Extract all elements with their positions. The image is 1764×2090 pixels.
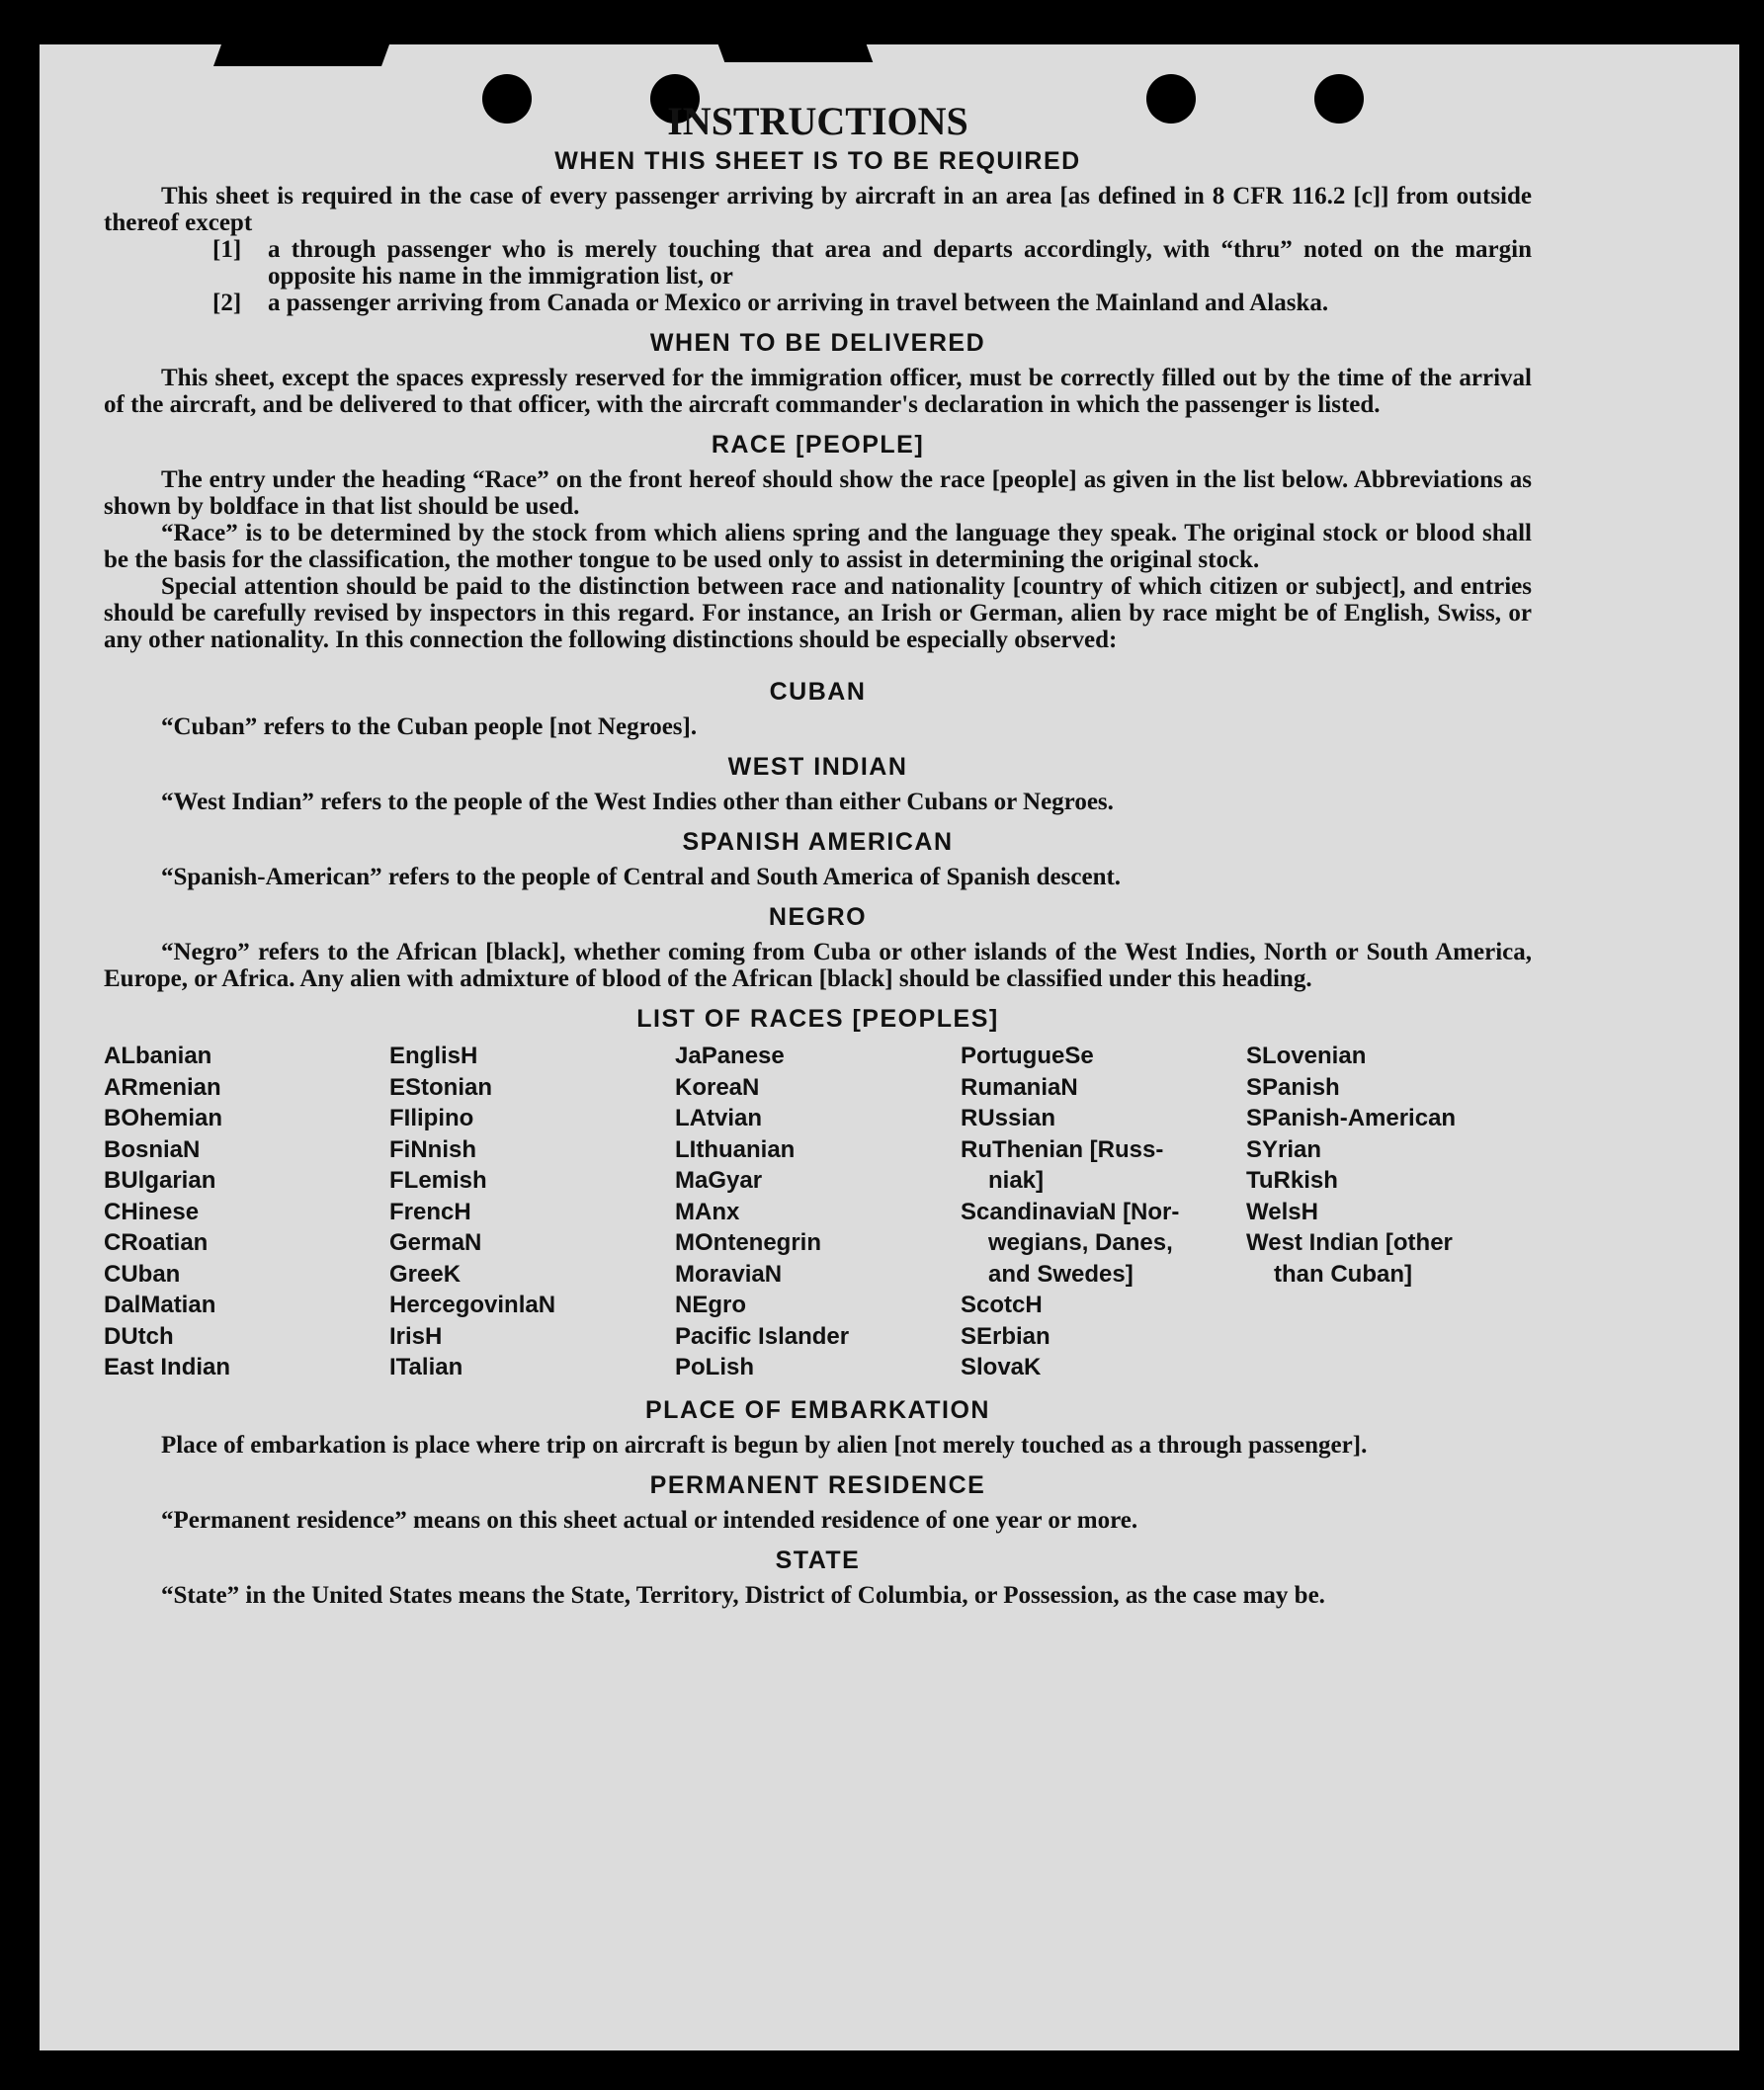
race-item: DUtch: [104, 1322, 174, 1350]
race-item: LIthuanian: [675, 1135, 796, 1163]
race-item: WelsH: [1246, 1198, 1318, 1225]
torn-edge: [213, 44, 389, 66]
race-item: FrencH: [389, 1198, 471, 1225]
race-item: DalMatian: [104, 1292, 216, 1318]
race-paragraph: “Race” is to be determined by the stock from which aliens spring and the language they speak. The original stock or blood shall be the basis for the classification, the mother tongue to be used only to assist in determining the original stock.: [104, 520, 1532, 573]
races-list: [104, 1041, 1532, 1383]
instructions-content: [104, 99, 1532, 1609]
race-item: MaGyar: [675, 1167, 763, 1194]
race-item: West Indian [other: [1246, 1229, 1453, 1256]
race-item-continuation: niak]: [988, 1167, 1045, 1194]
race-item: EnglisH: [389, 1043, 478, 1069]
races-column: [389, 1041, 675, 1383]
race-item: BUlgarian: [104, 1167, 216, 1194]
west-indian-text: “West Indian” refers to the people of the West Indies other than either Cubans or Negroes.: [161, 789, 1114, 815]
section-heading-races-list: LIST OF RACES [PEOPLES]: [636, 1005, 999, 1033]
exception-number: [1]: [212, 236, 242, 263]
race-item: MAnx: [675, 1198, 740, 1225]
race-item: BosniaN: [104, 1135, 201, 1163]
torn-edge: [718, 44, 874, 62]
section-heading-spanish-american: SPANISH AMERICAN: [682, 828, 954, 856]
race-paragraph: Special attention should be paid to the distinction between race and nationality [country of which citizen or subject], and entries should be carefully revised by inspectors in this regard. For instance, an Irish or German, alien by race might be of English, Swiss, or any other nationality. In this connection the following distinctions should be especially observed:: [104, 573, 1532, 653]
race-item: CRoatian: [104, 1229, 209, 1256]
spanish-american-text: “Spanish-American” refers to the people of Central and South America of Spanish descent.: [161, 864, 1122, 890]
race-item: RumaniaN: [961, 1073, 1078, 1101]
page-title: INSTRUCTIONS: [667, 99, 968, 143]
embarkation-text: Place of embarkation is place where trip on aircraft is begun by alien [not merely touched as a through passenger].: [161, 1431, 1368, 1459]
race-item: IrisH: [389, 1322, 443, 1350]
section-heading-permanent-residence: PERMANENT RESIDENCE: [649, 1470, 986, 1499]
race-item: TuRkish: [1246, 1167, 1338, 1194]
race-item: LAtvian: [675, 1105, 763, 1131]
race-item: PortugueSe: [961, 1043, 1094, 1069]
state-text: “State” in the United States means the State, Territory, District of Columbia, or Possession, as the case may be.: [161, 1581, 1325, 1609]
section-heading-delivered: WHEN TO BE DELIVERED: [649, 329, 986, 357]
race-item: East Indian: [104, 1354, 231, 1380]
permanent-residence-text: “Permanent residence” means on this sheet actual or intended residence of one year or more.: [161, 1506, 1138, 1534]
race-item: KoreaN: [675, 1073, 760, 1101]
race-item: SPanish-American: [1246, 1105, 1457, 1131]
race-item-continuation: than Cuban]: [1274, 1260, 1412, 1288]
race-item: ALbanian: [104, 1043, 212, 1069]
required-intro: This sheet is required in the case of every passenger arriving by aircraft in an area [as defined in 8 CFR 116.2 [c]] from outside thereof except: [104, 183, 1532, 236]
race-item: CUban: [104, 1260, 181, 1288]
exception-text: a passenger arriving from Canada or Mexico or arriving in travel between the Mainland and Alaska.: [268, 290, 1329, 316]
race-item: SlovaK: [961, 1354, 1042, 1380]
race-item: GreeK: [389, 1260, 462, 1288]
race-item: SPanish: [1246, 1073, 1340, 1101]
races-column: [675, 1041, 961, 1383]
race-item: EStonian: [389, 1073, 493, 1101]
race-item: CHinese: [104, 1198, 200, 1225]
race-item: MOntenegrin: [675, 1229, 821, 1256]
race-item: FIlipino: [389, 1105, 474, 1131]
section-heading-race: RACE [PEOPLE]: [711, 431, 925, 459]
race-item: SErbian: [961, 1322, 1050, 1350]
race-item: RuThenian [Russ-: [961, 1135, 1164, 1163]
race-item: FiNnish: [389, 1135, 476, 1163]
race-item: Pacific Islander: [675, 1322, 850, 1350]
exception-number: [2]: [212, 290, 242, 316]
race-item: BOhemian: [104, 1105, 223, 1131]
race-item-continuation: wegians, Danes,: [988, 1229, 1173, 1256]
section-heading-embarkation: PLACE OF EMBARKATION: [645, 1395, 990, 1424]
race-item: MoraviaN: [675, 1260, 783, 1288]
race-item: JaPanese: [675, 1043, 785, 1069]
race-item: SYrian: [1246, 1135, 1322, 1163]
races-column: [104, 1041, 389, 1383]
races-column: [961, 1041, 1246, 1383]
race-item: HercegovinlaN: [389, 1292, 556, 1318]
race-item: RUssian: [961, 1105, 1056, 1131]
race-item: FLemish: [389, 1167, 487, 1194]
section-heading-west-indian: WEST INDIAN: [727, 753, 908, 781]
race-item-continuation: and Swedes]: [988, 1260, 1134, 1288]
delivered-text: This sheet, except the spaces expressly reserved for the immigration officer, must be correctly filled out by the time of the arrival of the aircraft, and be delivered to that officer, with the aircraft commander's declaration in which the passenger is listed.: [104, 365, 1532, 418]
section-heading-required: WHEN THIS SHEET IS TO BE REQUIRED: [554, 147, 1081, 175]
race-item: PoLish: [675, 1354, 755, 1380]
section-heading-negro: NEGRO: [768, 903, 868, 931]
cuban-text: “Cuban” refers to the Cuban people [not Negroes].: [161, 713, 698, 740]
races-column: [1246, 1041, 1532, 1383]
race-paragraph: The entry under the heading “Race” on the front hereof should show the race [people] as given in the list below. Abbreviations as shown by boldface in that list should be used.: [104, 466, 1532, 520]
race-item: ScandinaviaN [Nor-: [961, 1198, 1180, 1225]
race-item: SLovenian: [1246, 1043, 1367, 1069]
race-item: ITalian: [389, 1354, 463, 1380]
race-item: ScotcH: [961, 1292, 1043, 1318]
exception-item: [212, 236, 1532, 290]
negro-text: “Negro” refers to the African [black], whether coming from Cuba or other islands of the West Indies, North or South America, Europe, or Africa. Any alien with admixture of blood of the African [black] should be classified under this heading.: [104, 939, 1532, 992]
exception-text: a through passenger who is merely touching that area and departs accordingly, with “thru” noted on the margin opposite his name in the immigration list, or: [268, 236, 1532, 290]
race-item: GermaN: [389, 1229, 482, 1256]
exception-item: [212, 290, 1532, 316]
race-item: ARmenian: [104, 1073, 221, 1101]
section-heading-cuban: CUBAN: [769, 678, 867, 706]
section-heading-state: STATE: [775, 1546, 861, 1574]
race-item: NEgro: [675, 1292, 746, 1318]
